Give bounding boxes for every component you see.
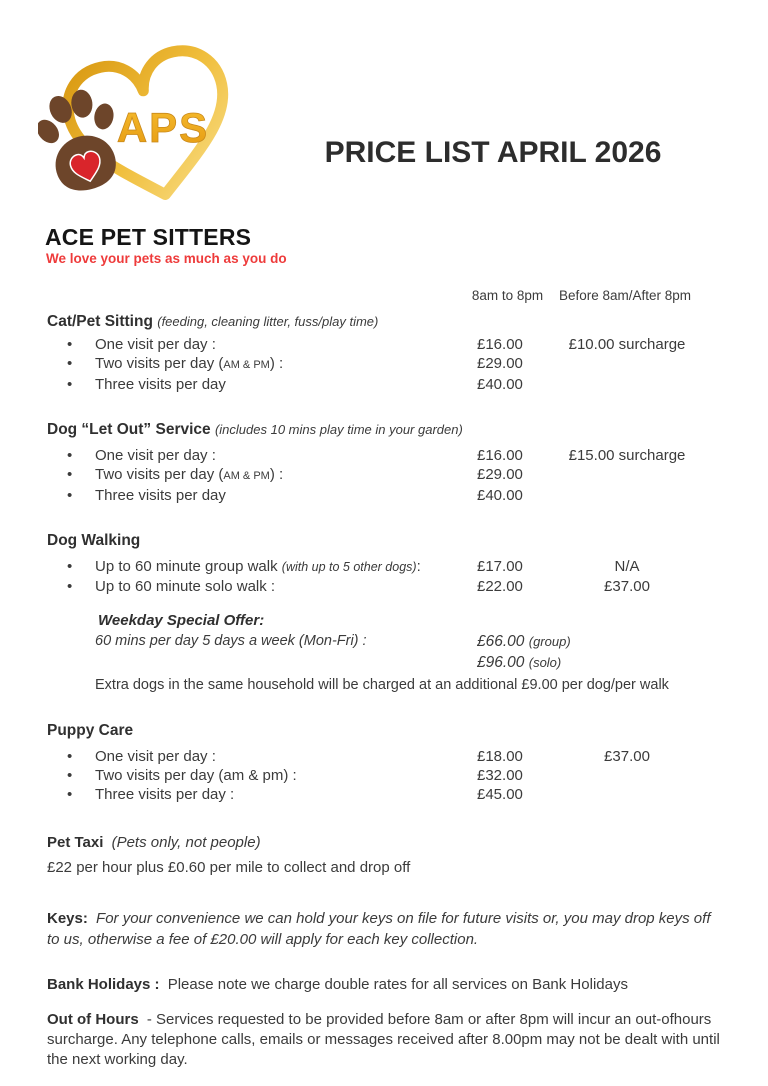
logo-acronym: APS — [116, 104, 210, 151]
price-row — [47, 747, 721, 766]
price-out-of-hours: N/A — [614, 558, 640, 575]
aps-logo — [38, 38, 310, 218]
out-of-hours-heading: Out of Hours — [47, 1011, 139, 1028]
price-row — [47, 465, 721, 486]
pet-taxi-price: £22 per hour plus £0.60 per mile to collect and drop off — [47, 859, 411, 876]
price-out-of-hours: £37.00 — [604, 748, 650, 765]
price-out-of-hours — [562, 354, 692, 375]
price-day: £16.00 — [477, 447, 523, 464]
section-note: (includes 10 mins play time in your garden) — [214, 422, 463, 437]
service-label: • Two visits per day (AM & PM) : — [47, 465, 477, 486]
section-title: Dog Walking — [47, 532, 141, 549]
column-headers — [47, 288, 721, 303]
bank-holidays-text: Please note we charge double rates for all services on Bank Holidays — [167, 976, 628, 993]
special-offer-row — [47, 652, 721, 673]
service-label: • Three visits per day — [47, 375, 477, 394]
price-row — [47, 354, 721, 375]
brand-name: ACE PET SITTERS — [45, 224, 252, 250]
out-of-hours-text: - Services requested to be provided before 8am or after 8pm will incur an out-ofhours surcharge. Any telephone calls, emails or messages received after 8.00pm may not be dealt with until the next working day. — [47, 1011, 720, 1068]
special-offer-row — [47, 631, 721, 652]
bank-holidays-block — [47, 974, 721, 995]
price-row — [47, 375, 721, 394]
price-day: £32.00 — [477, 767, 523, 784]
section-title: Puppy Care — [47, 722, 134, 739]
section-heading — [47, 721, 721, 740]
price-day: £45.00 — [477, 786, 523, 803]
price-row — [47, 486, 721, 505]
section-title: Dog “Let Out” Service — [47, 421, 211, 438]
special-offer-price-solo: £96.00 (solo) — [477, 654, 562, 671]
brand-tagline: We love your pets as much as you do — [46, 251, 287, 266]
price-day: £29.00 — [477, 466, 523, 483]
price-row — [47, 785, 721, 804]
service-label: • Two visits per day (AM & PM) : — [47, 354, 477, 375]
price-day: £18.00 — [477, 748, 523, 765]
price-out-of-hours — [562, 766, 692, 785]
section-heading — [47, 312, 721, 331]
price-row — [47, 335, 721, 354]
price-row — [47, 577, 721, 596]
keys-heading: Keys: — [47, 910, 88, 927]
special-offer-title: Weekday Special Offer: — [98, 612, 265, 629]
price-out-of-hours: £10.00 surcharge — [568, 336, 686, 353]
special-offer-price-group: £66.00 (group) — [477, 633, 571, 650]
column-header-day: 8am to 8pm — [471, 288, 544, 303]
pet-taxi-block — [47, 832, 721, 853]
service-label: • One visit per day : — [47, 335, 477, 354]
pet-taxi-note: (Pets only, not people) — [111, 834, 261, 851]
service-label: • Three visits per day : — [47, 785, 477, 804]
price-day: £22.00 — [477, 578, 523, 595]
service-label: • Three visits per day — [47, 486, 477, 505]
column-header-out-of-hours: Before 8am/After 8pm — [558, 288, 692, 303]
service-label: • One visit per day : — [47, 446, 477, 465]
service-label: • Up to 60 minute group walk (with up to 5 other dogs): — [47, 557, 477, 577]
section-dog-walking — [47, 531, 721, 695]
service-label: • Two visits per day (am & pm) : — [47, 766, 477, 785]
price-day: £17.00 — [477, 558, 523, 575]
pet-taxi-heading: Pet Taxi — [47, 834, 104, 851]
section-puppy-care — [47, 721, 721, 804]
price-out-of-hours — [562, 785, 692, 804]
price-row — [47, 557, 721, 577]
section-cat-pet-sitting — [47, 312, 721, 394]
price-out-of-hours — [562, 486, 692, 505]
price-day: £29.00 — [477, 355, 523, 372]
price-out-of-hours — [562, 375, 692, 394]
out-of-hours-block — [47, 1010, 721, 1070]
keys-block — [47, 908, 721, 950]
price-row — [47, 766, 721, 785]
section-title: Cat/Pet Sitting — [47, 313, 153, 330]
page-title: PRICE LIST APRIL 2026 — [324, 136, 662, 169]
service-label: • One visit per day : — [47, 747, 477, 766]
section-note: (feeding, cleaning litter, fuss/play time) — [157, 314, 379, 329]
service-label: • Up to 60 minute solo walk : — [47, 577, 477, 596]
extra-dogs-note: Extra dogs in the same household will be charged at an additional £9.00 per dog/per walk — [95, 677, 669, 693]
section-heading — [47, 531, 721, 550]
keys-text: For your convenience we can hold your keys on file for future visits or, you may drop keys off to us, otherwise a fee of £20.00 will apply for each key collection. — [47, 910, 711, 948]
section-dog-let-out — [47, 420, 721, 505]
price-day: £40.00 — [477, 376, 523, 393]
price-out-of-hours: £37.00 — [604, 578, 650, 595]
bank-holidays-heading: Bank Holidays : — [47, 976, 160, 993]
section-heading — [47, 420, 721, 439]
price-out-of-hours — [562, 465, 692, 486]
price-row — [47, 446, 721, 465]
price-day: £16.00 — [477, 336, 523, 353]
weekday-special-offer — [47, 611, 721, 695]
special-offer-label: 60 mins per day 5 days a week (Mon-Fri) : — [95, 633, 367, 649]
price-out-of-hours: £15.00 surcharge — [568, 447, 686, 464]
price-day: £40.00 — [477, 487, 523, 504]
